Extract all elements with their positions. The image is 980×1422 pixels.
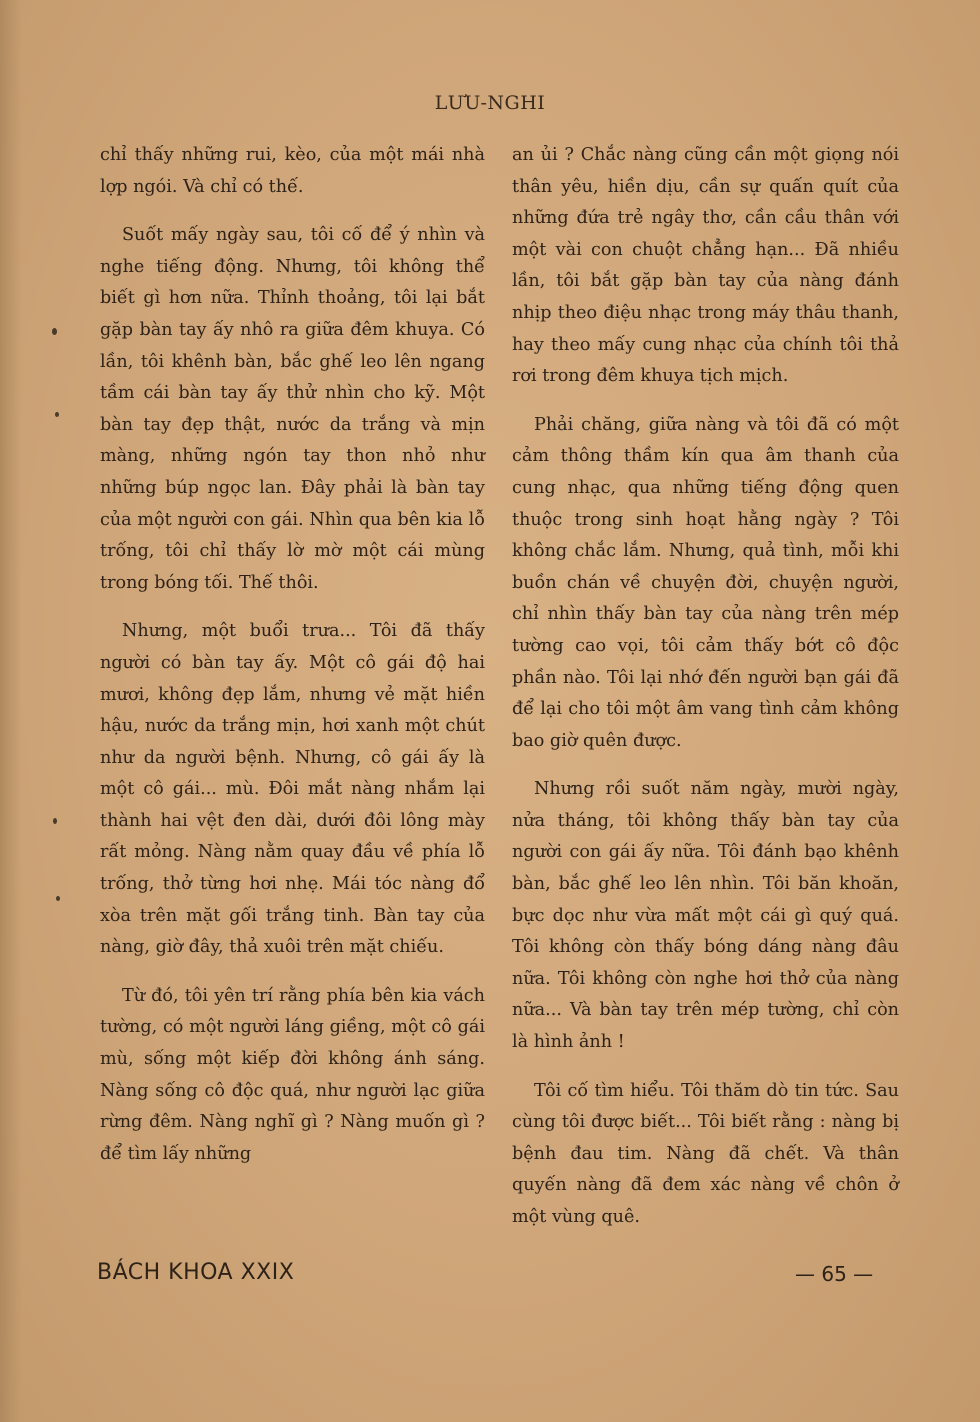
paragraph: Nhưng rồi suốt năm ngày, mười ngày, nửa tháng, tôi không thấy bàn tay của người con gái ấy nữa. Tôi đánh bạo khênh bàn, bắc ghế leo lên nhìn. Tôi băn khoăn, bực dọc như vừa mất một cái gì quý quá. Tôi không còn thấy bóng dáng nàng đâu nữa. Tôi không còn nghe hơi thở của nàng nữa... Và bàn tay trên mép tường, chỉ còn là hình ảnh ! (512, 779, 899, 1053)
paragraph: Nhưng, một buổi trưa... Tôi đã thấy người có bàn tay ấy. Một cô gái độ hai mươi, không đẹp lắm, nhưng vẻ mặt hiền hậu, nước da trắng mịn, hơi xanh một chút như da người bệnh. Nhưng, cô gái ấy là một cô gái... mù. Đôi mắt nàng nhắm lại thành hai vệt đen dài, dưới đôi lông mày rất mỏng. Nàng nằm quay đầu về phía lỗ trống, thở từng hơi nhẹ. Mái tóc nàng đổ xòa trên mặt gối trắng tinh. Bàn tay của nàng, giờ đây, thả xuôi trên mặt chiếu. (100, 621, 485, 958)
ink-speck (52, 328, 57, 335)
left-column (100, 140, 485, 1187)
page-number: — 65 — (795, 1262, 874, 1286)
paragraph: an ủi ? Chắc nàng cũng cần một giọng nói thân yêu, hiền dịu, cần sự quấn quít của những đứa trẻ ngây thơ, cần cầu thân với một vài con chuột chẳng hạn... Đã nhiều lần, tôi bắt gặp bàn tay của nàng đánh nhịp theo điệu nhạc trong máy thâu thanh, hay theo mấy cung nhạc của chính tôi thả rơi trong đêm khuya tịch mịch. (512, 145, 899, 387)
paragraph: Phải chăng, giữa nàng và tôi đã có một cảm thông thầm kín qua âm thanh của cung nhạc, qua những tiếng động quen thuộc trong sinh hoạt hằng ngày ? Tôi không chắc lắm. Nhưng, quả tình, mỗi khi buồn chán về chuyện đời, chuyện người, chỉ nhìn thấy bàn tay của nàng trên mép tường cao vọi, tôi cảm thấy bớt cô độc phần nào. Tôi lại nhớ đến người bạn gái đã để lại cho tôi một âm vang tình cảm không bao giờ quên được. (512, 414, 899, 751)
publication-footer: BÁCH KHOA XXIX (97, 1260, 295, 1285)
paragraph: Từ đó, tôi yên trí rằng phía bên kia vách tường, có một người láng giềng, một cô gái mù, sống một kiếp đời không ánh sáng. Nàng sống cô độc quá, như người lạc giữa rừng đêm. Nàng nghĩ gì ? Nàng muốn gì ? để tìm lấy những (100, 985, 485, 1164)
page-edge-shadow (0, 0, 22, 1422)
paragraph: Suốt mấy ngày sau, tôi cố để ý nhìn và nghe tiếng động. Nhưng, tôi không thể biết gì hơn nữa. Thỉnh thoảng, tôi lại bắt gặp bàn tay ấy nhô ra giữa đêm khuya. Có lần, tôi khênh bàn, bắc ghế leo lên ngang tầm cái bàn tay ấy thử nhìn cho kỹ. Một bàn tay đẹp thật, nước da trắng và mịn màng, những ngón tay thon nhỏ như những búp ngọc lan. Đây phải là bàn tay của một người con gái. Nhìn qua bên kia lỗ trống, tôi chỉ thấy lờ mờ một cái mùng trong bóng tối. Thế thôi. (100, 225, 485, 593)
ink-speck (53, 818, 57, 824)
ink-speck (56, 896, 60, 901)
ink-speck (55, 412, 59, 417)
paragraph: Tôi cố tìm hiểu. Tôi thăm dò tin tức. Sau cùng tôi được biết... Tôi biết rằng : nàng bị bệnh đau tim. Nàng đã chết. Và thân quyến nàng đã đem xác nàng về chôn ở một vùng quê. (512, 1080, 899, 1227)
paragraph: chỉ thấy những rui, kèo, của một mái nhà lợp ngói. Và chỉ có thế. (100, 145, 485, 197)
right-column (512, 140, 899, 1251)
running-head: LƯU-NGHI (434, 92, 546, 114)
